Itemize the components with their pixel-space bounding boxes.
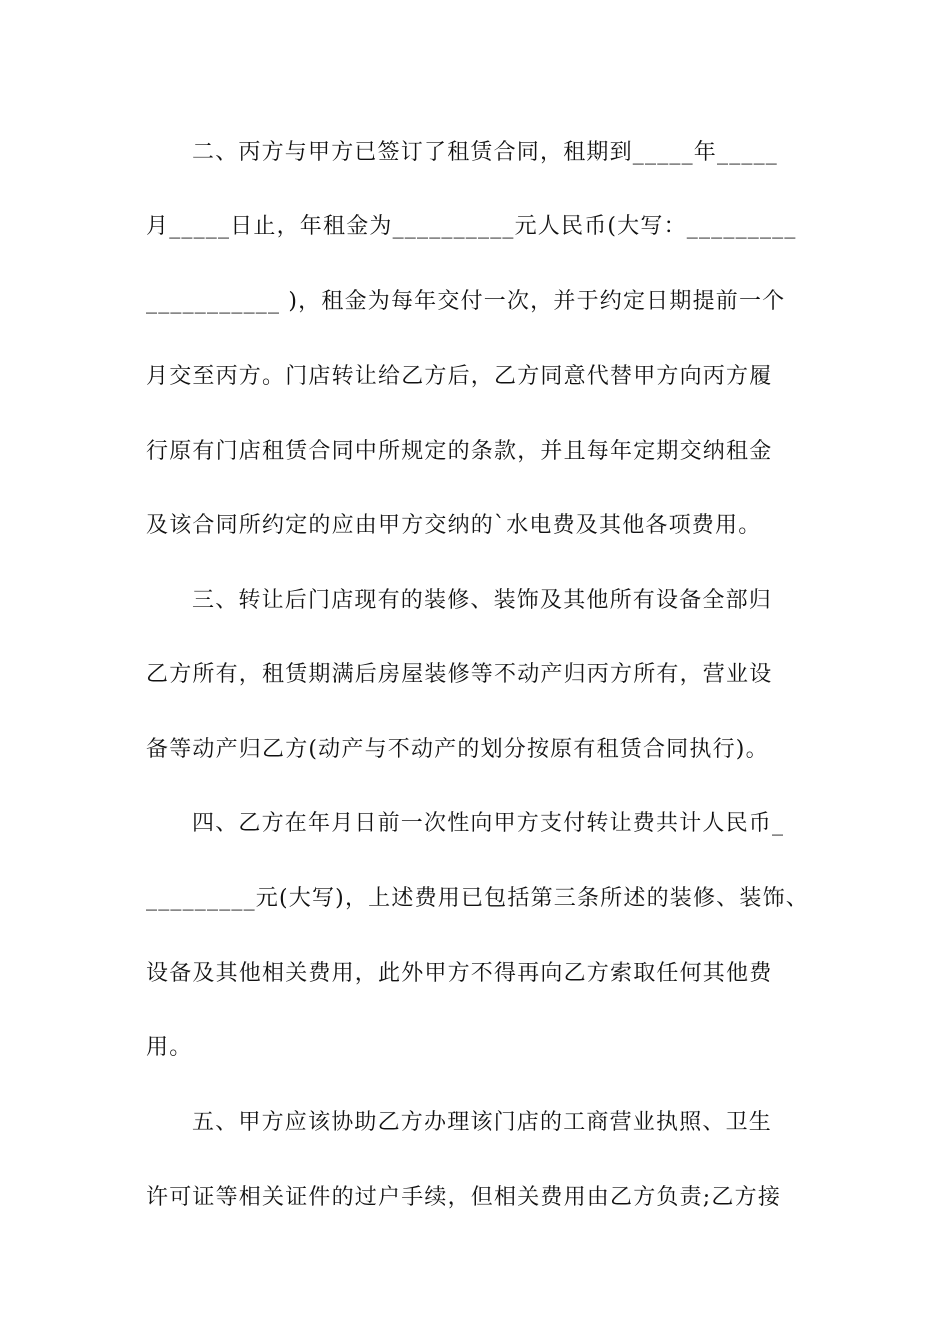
clause-2-line-1: 二、丙方与甲方已签订了租赁合同，租期到_____年_____ xyxy=(192,140,779,165)
clause-3-line-1: 三、转让后门店现有的装修、装饰及其他所有设备全部归 xyxy=(192,588,773,613)
clause-2-line-4: 月交至丙方。门店转让给乙方后，乙方同意代替甲方向丙方履 xyxy=(146,364,773,389)
clause-2-line-6: 及该合同所约定的应由甲方交纳的`水电费及其他各项费用。 xyxy=(146,513,762,538)
clause-4-line-3: 设备及其他相关费用，此外甲方不得再向乙方索取任何其他费 xyxy=(146,961,773,986)
clause-4-line-4: 用。 xyxy=(146,1035,193,1060)
clause-2-line-5: 行原有门店租赁合同中所规定的条款，并且每年定期交纳租金 xyxy=(146,439,773,464)
clause-4-line-2: _________元(大写)，上述费用已包括第三条所述的装修、装饰、 xyxy=(146,886,809,911)
clause-3-line-2: 乙方所有，租赁期满后房屋装修等不动产归丙方所有，营业设 xyxy=(146,662,773,687)
clause-5-line-1: 五、甲方应该协助乙方办理该门店的工商营业执照、卫生 xyxy=(192,1110,773,1135)
clause-4-line-1: 四、乙方在年月日前一次性向甲方支付转让费共计人民币_ xyxy=(192,811,785,836)
clause-3-line-3: 备等动产归乙方(动产与不动产的划分按原有租赁合同执行)。 xyxy=(146,737,769,762)
clause-5-line-2: 许可证等相关证件的过户手续，但相关费用由乙方负责;乙方接 xyxy=(146,1185,782,1210)
clause-2-line-2: 月_____日止，年租金为__________元人民币(大写：_________ xyxy=(146,214,797,239)
clause-2-line-3: ___________ )，租金为每年交付一次，并于约定日期提前一个 xyxy=(146,289,786,314)
